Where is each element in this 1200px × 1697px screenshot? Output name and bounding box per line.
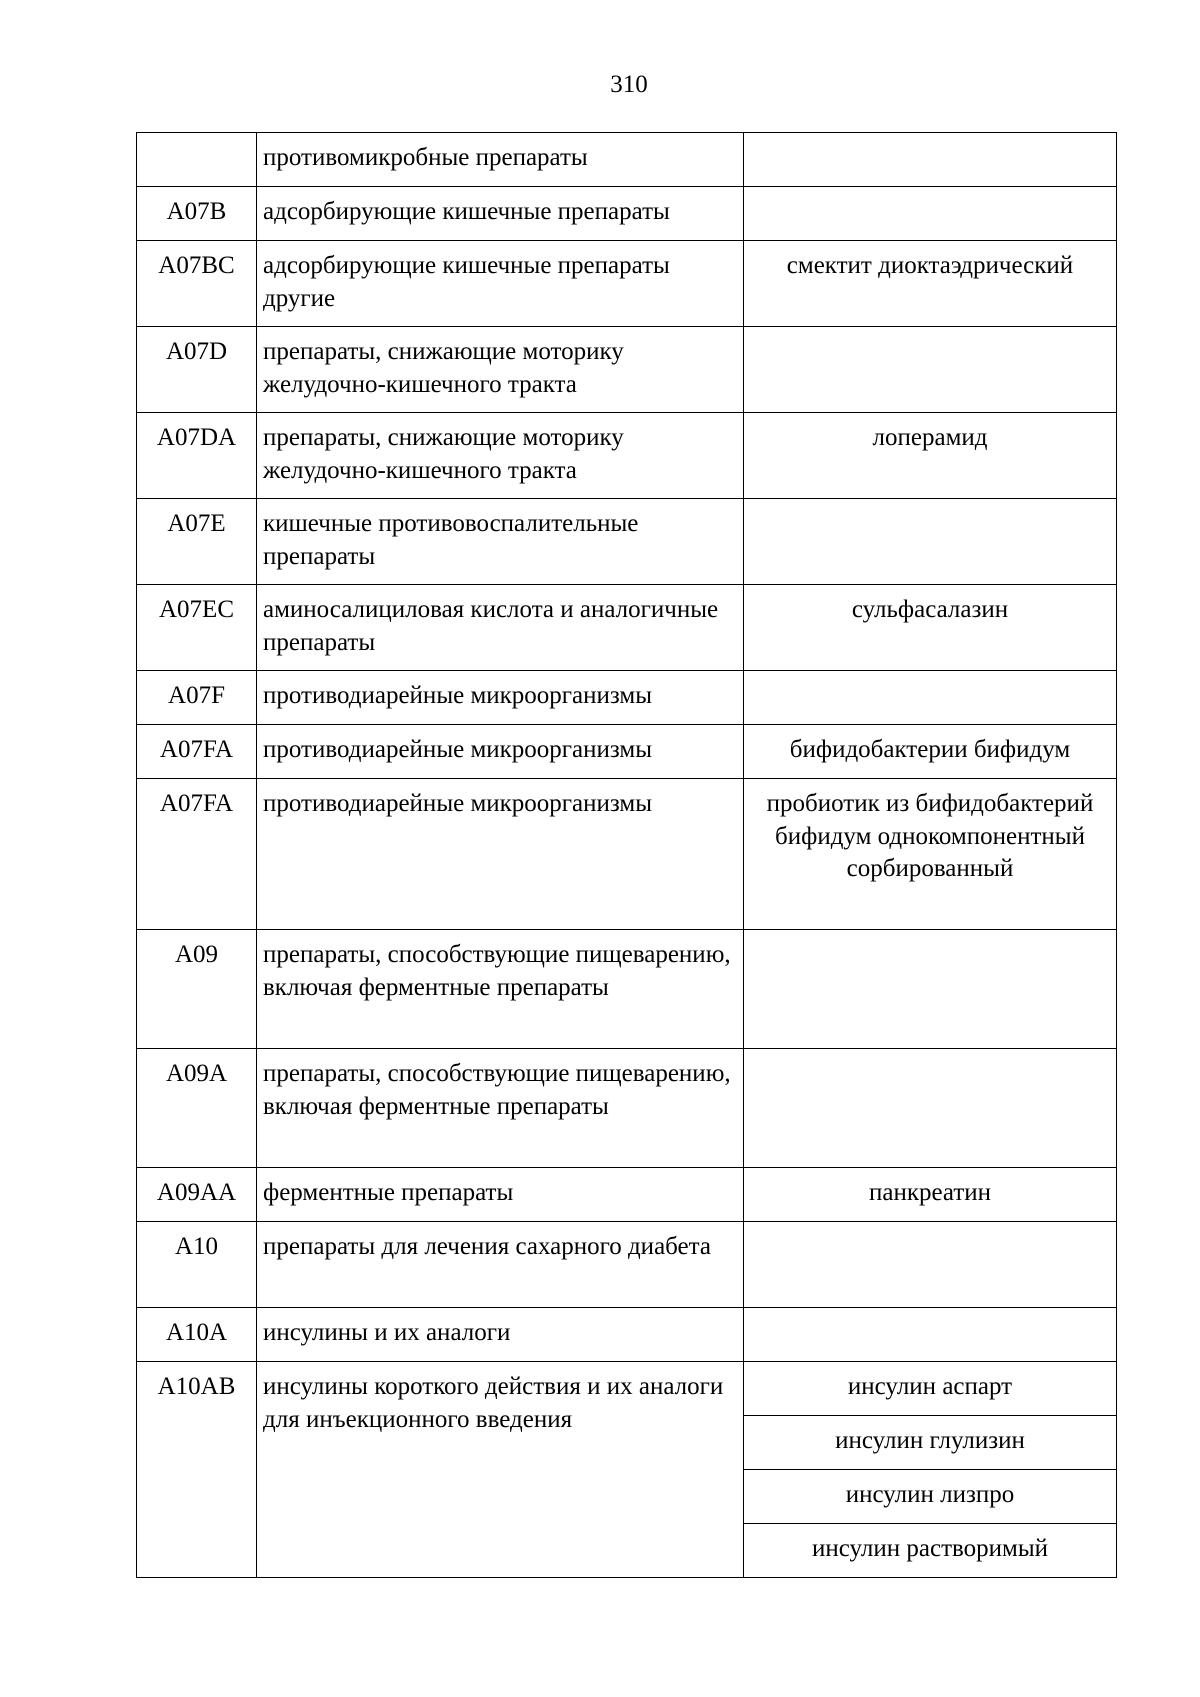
atc-code-cell: A10AB (137, 1362, 257, 1578)
drug-name-cell (744, 671, 1117, 725)
table-row (137, 187, 1117, 241)
atc-code-cell: A10A (137, 1308, 257, 1362)
table-row (137, 671, 1117, 725)
description-cell: препараты, способствующие пищеварению, включая ферментные препараты (257, 1049, 744, 1168)
description-cell: препараты, снижающие моторику желудочно-кишечного тракта (257, 413, 744, 499)
table-row (137, 1222, 1117, 1308)
description-cell: противодиарейные микроорганизмы (257, 671, 744, 725)
atc-code-cell: A09A (137, 1049, 257, 1168)
drug-name-cell: инсулин растворимый (744, 1524, 1117, 1578)
drug-name-cell: лоперамид (744, 413, 1117, 499)
drug-name-cell (744, 1049, 1117, 1168)
description-cell: препараты, снижающие моторику желудочно-кишечного тракта (257, 327, 744, 413)
table-row (137, 1168, 1117, 1222)
drug-name-cell: инсулин лизпро (744, 1470, 1117, 1524)
drug-name-cell: инсулин аспарт (744, 1362, 1117, 1416)
drug-name-cell: бифидобактерии бифидум (744, 725, 1117, 779)
atc-drug-table (136, 132, 1117, 1578)
drug-name-cell (744, 133, 1117, 187)
description-cell: адсорбирующие кишечные препараты другие (257, 241, 744, 327)
description-cell: противодиарейные микроорганизмы (257, 725, 744, 779)
drug-name-cell (744, 1222, 1117, 1308)
table-row (137, 725, 1117, 779)
atc-code-cell: A07F (137, 671, 257, 725)
table-row (137, 779, 1117, 930)
drug-name-cell (744, 327, 1117, 413)
description-cell: препараты, способствующие пищеварению, включая ферментные препараты (257, 930, 744, 1049)
atc-code-cell: A07FA (137, 725, 257, 779)
atc-code-cell: A07B (137, 187, 257, 241)
atc-code-cell: A07E (137, 499, 257, 585)
description-cell: инсулины короткого действия и их аналоги для инъекционного введения (257, 1362, 744, 1578)
atc-code-cell: A07FA (137, 779, 257, 930)
atc-code-cell: A07EC (137, 585, 257, 671)
table-row (137, 413, 1117, 499)
atc-code-cell: A09AA (137, 1168, 257, 1222)
drug-name-cell (744, 499, 1117, 585)
description-cell: препараты для лечения сахарного диабета (257, 1222, 744, 1308)
drug-name-cell (744, 187, 1117, 241)
description-cell: инсулины и их аналоги (257, 1308, 744, 1362)
table-row (137, 1362, 1117, 1416)
atc-code-cell (137, 133, 257, 187)
table-row (137, 1308, 1117, 1362)
atc-code-cell: A07D (137, 327, 257, 413)
drug-name-cell: пробиотик из бифидобактерий бифидум однокомпонентный сорбированный (744, 779, 1117, 930)
description-cell: противодиарейные микроорганизмы (257, 779, 744, 930)
drug-name-cell (744, 930, 1117, 1049)
table-row (137, 327, 1117, 413)
table-row (137, 1049, 1117, 1168)
atc-code-cell: A10 (137, 1222, 257, 1308)
atc-code-cell: A07DA (137, 413, 257, 499)
atc-code-cell: A07BC (137, 241, 257, 327)
drug-name-cell: смектит диоктаэдрический (744, 241, 1117, 327)
table-row (137, 499, 1117, 585)
description-cell: кишечные противовоспалительные препараты (257, 499, 744, 585)
drug-name-cell: сульфасалазин (744, 585, 1117, 671)
description-cell: аминосалициловая кислота и аналогичные препараты (257, 585, 744, 671)
page-number: 310 (610, 71, 648, 98)
description-cell: противомикробные препараты (257, 133, 744, 187)
description-cell: адсорбирующие кишечные препараты (257, 187, 744, 241)
table-row (137, 930, 1117, 1049)
table-row (137, 241, 1117, 327)
table-row (137, 585, 1117, 671)
drug-name-cell: инсулин глулизин (744, 1416, 1117, 1470)
drug-name-cell: панкреатин (744, 1168, 1117, 1222)
atc-code-cell: A09 (137, 930, 257, 1049)
drug-name-cell (744, 1308, 1117, 1362)
description-cell: ферментные препараты (257, 1168, 744, 1222)
table-row (137, 133, 1117, 187)
